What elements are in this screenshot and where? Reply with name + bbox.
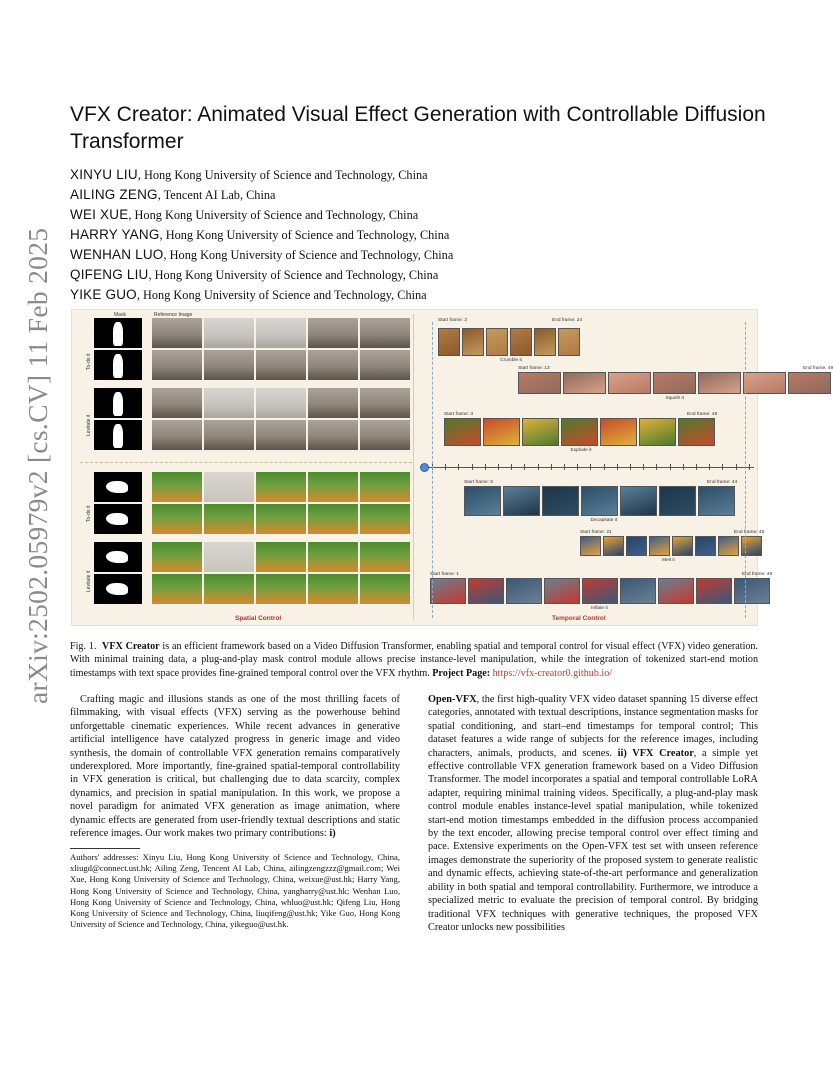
- timeline-tick: [630, 464, 631, 470]
- abstract-left-column: [70, 693, 400, 840]
- start-frame-label: Start frame: 13: [518, 366, 550, 371]
- video-frame-thumbnail: [204, 318, 254, 348]
- video-frame-thumbnail: [360, 542, 410, 572]
- start-frame-label: Start frame: 21: [580, 530, 612, 535]
- video-frame-thumbnail: [152, 472, 202, 502]
- effect-frame: [718, 536, 739, 556]
- video-frame-thumbnail: [204, 504, 254, 534]
- timeline-tick: [736, 464, 737, 470]
- effect-frame: [620, 486, 657, 516]
- timeline-tick: [722, 464, 723, 470]
- effect-frame: [626, 536, 647, 556]
- effect-name-label: Explode it: [570, 448, 592, 453]
- video-frame-thumbnail: [360, 318, 410, 348]
- timeline-tick: [709, 464, 710, 470]
- author-line: [70, 185, 770, 205]
- effect-frame: [522, 418, 559, 446]
- effect-frame-strip: [444, 418, 717, 446]
- timeline-tick: [472, 464, 473, 470]
- effect-frame: [580, 536, 601, 556]
- abstract-text: Crafting magic and illusions stands as one of the most thrilling facets of filmmaking, with visual effects (VFX) serving as the powerhouse behind unforgettable cinematic experiences. While recent advances in generative artificial intelligence have catalyzed progress in generic image and video synthesis, the domain of controllable VFX generation remains comparatively underexplored. More importantly, fine-grained spatial-temporal controllability in VFX generation is critical, but challenging due to data scarcity, complex dynamics, and precision in spatial manipulation. In this work, we propose a novel paradigm for animated VFX generation as image animation, where dynamic effects are generated from user-friendly textual descriptions and static reference images. Our work makes two primary contributions:: [70, 694, 400, 840]
- author-line: [70, 285, 770, 305]
- author-affiliation: , Hong Kong University of Science and Technology, China: [163, 248, 454, 262]
- effect-frame: [444, 418, 481, 446]
- effect-frame: [430, 578, 466, 604]
- author-name: HARRY YANG: [70, 227, 160, 242]
- mask-thumbnail: [94, 472, 142, 502]
- author-name: YIKE GUO: [70, 287, 137, 302]
- timeline-tick: [445, 464, 446, 470]
- timeline-tick: [511, 464, 512, 470]
- mask-column-header: Mask: [114, 312, 126, 318]
- effect-frame: [653, 372, 696, 394]
- author-name: AILING ZENG: [70, 187, 158, 202]
- video-frame-thumbnail: [308, 504, 358, 534]
- row-label: To-do it: [86, 353, 92, 370]
- figure-divider: [413, 314, 414, 620]
- effect-frame: [603, 536, 624, 556]
- dataset-description: , the first high-quality VFX video dataset spanning 15 diverse effect categories, annotated with textual descriptions, instance segmentation masks for spatial conditioning, and start–end timestamps for temporal control; This dataset features a wide range of subjects for the reference images, including characters, animals, products, and scenes.: [428, 694, 758, 759]
- video-frame-thumbnail: [256, 318, 306, 348]
- timeline-tick: [564, 464, 565, 470]
- timeline-origin-dot: [420, 463, 429, 472]
- mask-silhouette: [106, 481, 128, 493]
- timeline-tick: [458, 464, 459, 470]
- video-frame-thumbnail: [360, 420, 410, 450]
- effect-frame: [561, 418, 598, 446]
- video-frame-thumbnail: [152, 542, 202, 572]
- effect-frame: [639, 418, 676, 446]
- timeline-tick: [643, 464, 644, 470]
- timeline-guide-line: [432, 322, 433, 618]
- contribution-marker: i): [329, 828, 336, 840]
- timeline-tick: [656, 464, 657, 470]
- timeline-tick: [498, 464, 499, 470]
- paper-title: VFX Creator: Animated Visual Effect Generation with Controllable Diffusion Transformer: [70, 103, 766, 153]
- video-frame-thumbnail: [256, 388, 306, 418]
- mask-silhouette: [106, 513, 128, 525]
- video-frame-thumbnail: [360, 350, 410, 380]
- spatial-control-label: Spatial Control: [235, 615, 282, 622]
- video-frame-thumbnail: [308, 420, 358, 450]
- end-frame-label: End frame: 44: [707, 480, 738, 485]
- author-affiliation: , Hong Kong University of Science and Technology, China: [128, 208, 419, 222]
- timeline-tick: [749, 464, 750, 470]
- author-name: WENHAN LUO: [70, 247, 164, 262]
- timeline-tick: [485, 464, 486, 470]
- end-frame-label: End frame: 24: [552, 318, 583, 323]
- effect-frame: [503, 486, 540, 516]
- video-frame-thumbnail: [152, 318, 202, 348]
- effect-frame-strip: [438, 328, 582, 356]
- timeline-tick: [551, 464, 552, 470]
- caption-bold-lead: VFX Creator: [102, 641, 160, 652]
- mask-thumbnail: [94, 574, 142, 604]
- effect-frame: [462, 328, 484, 356]
- dataset-name: Open-VFX: [428, 694, 477, 705]
- author-affiliation: , Hong Kong University of Science and Technology, China: [137, 168, 428, 182]
- caption-text: is an efficient framework based on a Video Diffusion Transformer, enabling spatial and temporal control for visual effect (VFX) video generation. With minimal training data, a plug-and-play mask control module allows precise instance-level manipulation, while the integration of tokenized start-end motion timestamps with text space provides fine-grained temporal control over the VFX rhythm.: [70, 641, 758, 679]
- mask-thumbnail: [94, 504, 142, 534]
- mask-thumbnail: [94, 542, 142, 572]
- teaser-figure: [71, 309, 833, 626]
- effect-frame: [581, 486, 618, 516]
- mask-silhouette: [113, 392, 123, 416]
- video-frame-thumbnail: [360, 388, 410, 418]
- video-frame-thumbnail: [360, 574, 410, 604]
- video-frame-thumbnail: [152, 574, 202, 604]
- author-name: QIFENG LIU: [70, 267, 149, 282]
- reference-column-header: Reference Image: [154, 312, 193, 318]
- timeline-axis: [424, 467, 754, 468]
- effect-frame: [510, 328, 532, 356]
- timeline-tick: [683, 464, 684, 470]
- video-frame-thumbnail: [256, 542, 306, 572]
- video-frame-thumbnail: [256, 574, 306, 604]
- effect-frame: [483, 418, 520, 446]
- mask-silhouette: [113, 424, 123, 448]
- video-frame-thumbnail: [204, 574, 254, 604]
- video-frame-thumbnail: [360, 504, 410, 534]
- project-page-label: Project Page:: [432, 667, 491, 679]
- video-frame-thumbnail: [308, 574, 358, 604]
- effect-name-label: Melt it: [662, 558, 675, 563]
- timeline-tick: [670, 464, 671, 470]
- effect-frame: [698, 372, 741, 394]
- effect-frame: [698, 486, 735, 516]
- effect-name-label: Squish it: [665, 396, 684, 401]
- project-page-link[interactable]: https://vfx-creator0.github.io/: [492, 667, 613, 679]
- end-frame-label: End frame: 49: [803, 366, 833, 371]
- method-name: ii) VFX Creator: [617, 747, 694, 759]
- video-frame-thumbnail: [308, 542, 358, 572]
- effect-frame: [608, 372, 651, 394]
- video-frame-thumbnail: [152, 420, 202, 450]
- author-affiliation: , Hong Kong University of Science and Technology, China: [136, 288, 427, 302]
- mask-thumbnail: [94, 388, 142, 418]
- effect-name-label: Decapitate it: [590, 518, 618, 523]
- effect-name-label: Inflate it: [591, 606, 608, 611]
- end-frame-label: End frame: 49: [742, 572, 773, 577]
- mask-silhouette: [106, 551, 128, 563]
- mask-silhouette: [113, 322, 123, 346]
- effect-frame: [600, 418, 637, 446]
- timeline-tick: [524, 464, 525, 470]
- row-label: Levitate it: [86, 570, 92, 592]
- end-frame-label: End frame: 48: [687, 412, 718, 417]
- author-line: [70, 205, 770, 225]
- author-affiliation: , Tencent AI Lab, China: [157, 188, 276, 202]
- mask-thumbnail: [94, 318, 142, 348]
- mask-silhouette: [113, 354, 123, 378]
- video-frame-thumbnail: [204, 420, 254, 450]
- end-frame-label: End frame: 49: [734, 530, 765, 535]
- effect-frame: [678, 418, 715, 446]
- video-frame-thumbnail: [256, 504, 306, 534]
- video-frame-thumbnail: [308, 350, 358, 380]
- effect-frame: [534, 328, 556, 356]
- timeline-tick: [577, 464, 578, 470]
- footnote-rule: [70, 848, 140, 849]
- effect-frame: [506, 578, 542, 604]
- mask-thumbnail: [94, 420, 142, 450]
- effect-frame-strip: [580, 536, 764, 556]
- effect-frame: [468, 578, 504, 604]
- effect-frame: [558, 328, 580, 356]
- effect-name-label: Crumble it: [500, 358, 522, 363]
- video-frame-thumbnail: [204, 350, 254, 380]
- method-description: , a simple yet effective controllable VFX generation framework based on a Video Diffusion Transformer. The model incorporates a spatial and temporal controllable LoRA adapter, requiring minimal training videos. Specifically, a plug-and-play mask control module enables instance-level spatial manipulation, while tokenized start-end motion timestamps embedded in the diffusion process accompanied by the text encoder, allowing precise temporal control over effect timing and pace. Extensive experiments on the Open-VFX test set with unseen reference images demonstrate the superiority of the proposed system to generate realistic and dynamic effects, achieving state-of-the-art performance and generalization ability in both spatial and temporal controllability. Furthermore, we introduce a specialized metric to evaluate the precision of temporal control. By bridging traditional VFX techniques with generative techniques, the proposed VFX Creator unlocks new possibilities: [428, 747, 759, 933]
- effect-frame: [542, 486, 579, 516]
- timeline-tick: [590, 464, 591, 470]
- effect-frame: [658, 578, 694, 604]
- effect-frame: [659, 486, 696, 516]
- figure-dashed-separator: [80, 462, 412, 463]
- temporal-control-label: Temporal Control: [552, 615, 606, 622]
- effect-frame: [464, 486, 501, 516]
- author-line: [70, 165, 770, 185]
- video-frame-thumbnail: [256, 472, 306, 502]
- author-line: [70, 265, 770, 285]
- mask-silhouette: [106, 583, 128, 595]
- arxiv-stamp: arXiv:2502.05979v2 [cs.CV] 11 Feb 2025: [22, 227, 53, 704]
- effect-frame: [620, 578, 656, 604]
- effect-frame: [695, 536, 716, 556]
- video-frame-thumbnail: [152, 504, 202, 534]
- start-frame-label: Start frame: 3: [444, 412, 474, 417]
- timeline-tick: [696, 464, 697, 470]
- effect-frame: [788, 372, 831, 394]
- video-frame-thumbnail: [308, 388, 358, 418]
- figure-caption: [70, 640, 758, 680]
- video-frame-thumbnail: [256, 350, 306, 380]
- author-addresses-footnote: Authors' addresses: Xinyu Liu, Hong Kong University of Science and Technology, China, xliugd@connect.ust.hk; Ailing Zeng, Tencent AI Lab, China, ailingzengzzz@gmail.com; Wei Xue, Hong Kong University of Science and Technology, China, weixue@ust.hk; Harry Yang, Hong Kong University of Science and Technology, China, yangharry@ust.hk; Wenhan Luo, Hong Kong University of Science and Technology, China, whluo@ust.hk; Qifeng Liu, Hong Kong University of Science and Technology, China, liuqifeng@ust.hk; Yike Guo, Hong Kong University of Science and Technology, China, yikeguo@ust.hk.: [70, 852, 400, 930]
- author-line: [70, 245, 770, 265]
- timeline-tick: [617, 464, 618, 470]
- effect-frame: [649, 536, 670, 556]
- video-frame-thumbnail: [204, 542, 254, 572]
- effect-frame: [438, 328, 460, 356]
- author-affiliation: , Hong Kong University of Science and Technology, China: [159, 228, 450, 242]
- effect-frame-strip: [518, 372, 833, 394]
- start-frame-label: Start frame: 6: [464, 480, 494, 485]
- timeline-tick: [538, 464, 539, 470]
- author-name: XINYU LIU: [70, 167, 138, 182]
- mask-thumbnail: [94, 350, 142, 380]
- effect-frame: [696, 578, 732, 604]
- effect-frame: [672, 536, 693, 556]
- effect-frame: [563, 372, 606, 394]
- video-frame-thumbnail: [152, 350, 202, 380]
- effect-frame: [486, 328, 508, 356]
- video-frame-thumbnail: [256, 420, 306, 450]
- author-affiliation: , Hong Kong University of Science and Technology, China: [148, 268, 439, 282]
- video-frame-thumbnail: [360, 472, 410, 502]
- effect-frame: [518, 372, 561, 394]
- row-label: Levitate it: [86, 414, 92, 436]
- effect-frame-strip: [464, 486, 737, 516]
- effect-frame: [734, 578, 770, 604]
- effect-frame: [544, 578, 580, 604]
- video-frame-thumbnail: [204, 472, 254, 502]
- abstract-right-column: [428, 693, 758, 934]
- effect-frame: [582, 578, 618, 604]
- author-name: WEI XUE: [70, 207, 129, 222]
- video-frame-thumbnail: [152, 388, 202, 418]
- start-frame-label: Start frame: 2: [438, 318, 468, 323]
- effect-frame: [743, 372, 786, 394]
- caption-fig-num: Fig. 1.: [70, 641, 97, 652]
- start-frame-label: Start frame: 1: [430, 572, 460, 577]
- author-line: [70, 225, 770, 245]
- timeline-guide-line: [745, 322, 746, 618]
- video-frame-thumbnail: [308, 318, 358, 348]
- effect-frame-strip: [430, 578, 772, 604]
- author-list: [70, 165, 770, 305]
- row-label: To-do it: [86, 505, 92, 522]
- timeline-tick: [604, 464, 605, 470]
- video-frame-thumbnail: [308, 472, 358, 502]
- video-frame-thumbnail: [204, 388, 254, 418]
